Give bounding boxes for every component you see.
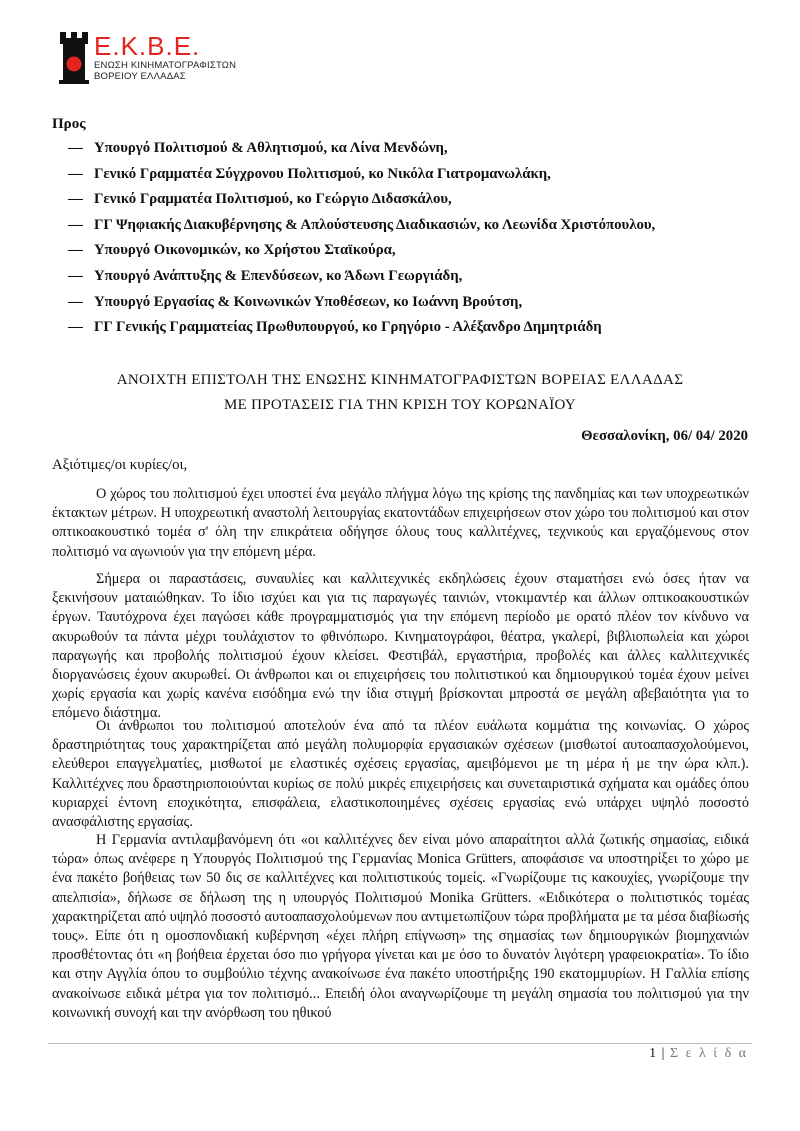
recipient-text: ΓΓ Γενικής Γραμματείας Πρωθυπουργού, κο Γρηγόριο - Αλέξανδρο Δημητριάδη [94,319,602,336]
recipient-item [68,187,655,213]
recipient-item [68,162,655,188]
recipient-item [68,290,655,316]
paragraph-text: Οι άνθρωποι του πολιτισμού αποτελούν ένα από τα πλέον ευάλωτα κομμάτια της κοινωνίας. Ο χώρος δραστηριότητας τους χαρακτηρίζεται από μεγάλη πολυμορφία εργασιακών σχέσεων (μισθωτοί αυτοαπασχολούμενοι, ελεύθεροι επαγγελματίες, μισθωτοί με ελαστικές σχέσεις εργασίας, αμειβόμενοι με τη μέρα ή με την ώρα κλπ.). Καλλιτέχνες που δραστηριοποιούνται κυρίως σε πολύ μικρές επιχειρήσεις και συνεταιριστικά σχήματα και ομάδες όπου κυριαρχεί έντονη εποχικότητα, επισφάλεια, ελαστικοποιημένες σχέσεις εργασίας ενώ υπάρχει υψηλό ποσοστό ανασφάλιστης εργασίας. [52,718,749,831]
recipient-text: Υπουργό Πολιτισμού & Αθλητισμού, κα Λίνα Μενδώνη, [94,140,448,156]
logo-subtitle-line1: ΕΝΩΣΗ ΚΙΝΗΜΑΤΟΓΡΑΦΙΣΤΩΝ [94,60,237,71]
tower-logo-icon [58,32,90,84]
dash-marker: — [68,293,83,310]
body-paragraph [52,717,749,832]
recipient-text: Γενικό Γραμματέα Πολιτισμού, κο Γεώργιο Διδασκάλου, [94,191,452,208]
dash-marker: — [68,319,83,336]
recipients-list [68,136,655,341]
dash-marker: — [68,242,83,259]
dash-marker: — [68,140,83,156]
place-date: Θεσσαλονίκη, 06/ 04/ 2020 [581,428,748,444]
letter-title-line1: ΑΝΟΙΧΤΗ ΕΠΙΣΤΟΛΗ ΤΗΣ ΕΝΩΣΗΣ ΚΙΝΗΜΑΤΟΓΡΑΦΙΣΤΩΝ ΒΟΡΕΙΑΣ ΕΛΛΑΔΑΣ [116,372,684,388]
footer-divider [48,1043,752,1044]
recipient-item [68,136,655,162]
dash-marker: — [68,191,83,208]
logo-acronym: Ε.Κ.Β.Ε. [94,31,201,61]
addressees-heading: Προς [52,116,86,132]
paragraph-text: Η Γερμανία αντιλαμβανόμενη ότι «οι καλλιτέχνες δεν είναι μόνο απαραίτητοι αλλά ζωτικής σημασίας, ειδικά τώρα» όπως ανέφερε η Υπουργός Πολιτισμού της Γερμανίας Monica Grütters, αποφάσισε να υποστηρίξει το χώρο με ένα πακέτο βοήθειας των 50 δις σε καλλιτέχνες και πολιτιστικούς τομείς. «Γνωρίζουμε τις κακουχίες, γνωρίζουμε την απελπισία», δήλωσε σε δήλωση της η υπουργός Πολιτισμού Monika Grütters. «Ειδικότερα ο πολιτιστικός τομέας χαρακτηρίζεται από υψηλό ποσοστό αυτοαπασχολούμενων που αντιμετωπίζουν τώρα προβλήματα με τα μέσα διαβίωσής τους». Είπε ότι η ομοσπονδιακή κυβέρνηση «έχει πλήρη επίγνωση» της σημασίας των δημιουργικών βιομηχανιών προσθέτοντας ότι «η βοήθεια έρχεται όσο πιο γρήγορα γίνεται και με όσο το δυνατόν λιγότερη γραφειοκρατία». Το ίδιο και στην Αγγλία όπου το συμβούλιο τέχνης ανακοίνωσε ένα πακέτο υποστήριξης 190 εκατομμυρίων. Η Γαλλία επίσης ανακοίνωσε ειδικά μέτρα για τον πολιτισμό... Επειδή όλοι αναγνωρίζουμε τη μεγάλη σημασία του πολιτισμού για την κοινωνική συνοχή και την ανόρθωση του ηθικού [52,832,749,1021]
recipient-item [68,315,655,341]
letter-title-line2: ΜΕ ΠΡΟΤΑΣΕΙΣ ΓΙΑ ΤΗΝ ΚΡΙΣΗ ΤΟΥ ΚΟΡΩΝΑΪΟΥ [223,397,577,413]
paragraph-text: Ο χώρος του πολιτισμού έχει υποστεί ένα μεγάλο πλήγμα λόγω της κρίσης της πανδημίας και των υποχρεωτικών έκτακτων μέτρων. Η υποχρεωτική αναστολή λειτουργίας εκατοντάδων επιχειρήσεων στον χώρο του πολιτισμού και στον οπτικοακουστικό τομέα σ' όλη την επικράτεια οδήγησε όλους τους καλλιτέχνες, τεχνικούς και εργαζόμενους στον πολιτισμό να αγωνιούν για την επόμενη μέρα. [52,486,749,560]
dash-marker: — [68,165,83,182]
recipient-item [68,238,655,264]
recipient-text: Υπουργό Εργασίας & Κοινωνικών Υποθέσεων, κο Ιωάννη Βρούτση, [94,293,523,310]
logo-text [94,32,236,82]
ekve-logo [58,32,236,84]
dash-marker: — [68,267,83,284]
dash-marker: — [68,216,83,233]
body-paragraph [52,570,749,724]
body-paragraph [52,485,749,562]
page-number [649,1046,748,1062]
page-number-separator: | [661,1046,665,1061]
logo-subtitle-line2: ΒΟΡΕΙΟΥ ΕΛΛΑΔΑΣ [94,71,186,82]
recipient-item [68,264,655,290]
recipient-text: Υπουργό Ανάπτυξης & Επενδύσεων, κο Άδωνι Γεωργιάδη, [94,267,463,284]
salutation: Αξιότιμες/οι κυρίες/οι, [52,457,188,473]
body-paragraph [52,831,749,1023]
recipient-item [68,213,655,239]
recipient-text: ΓΓ Ψηφιακής Διακυβέρνησης & Απλούστευσης Διαδικασιών, κο Λεωνίδα Χριστόπουλου, [94,216,656,233]
recipient-text: Γενικό Γραμματέα Σύγχρονου Πολιτισμού, κο Νικόλα Γιατρομανωλάκη, [94,165,551,182]
page-number-value: 1 [649,1046,657,1061]
recipient-text: Υπουργό Οικονομικών, κο Χρήστου Σταϊκούρα, [94,242,396,259]
paragraph-text: Σήμερα οι παραστάσεις, συναυλίες και καλλιτεχνικές εκδηλώσεις έχουν σταματήσει ενώ όσες ήταν να ξεκινήσουν ματαιώθηκαν. Το ίδιο ισχύει και για τις παραγωγές ταινιών, ντοκιμαντέρ και άλλων οπτικοακουστικών έργων. Ταυτόχρονα έχει παγώσει κάθε προγραμματισμός για την επόμενη περίοδο με ορατό πλέον τον κίνδυνο να ακυρωθούν τα πάντα μέχρι τουλάχιστον το φθινόπωρο. Κινηματογράφοι, θέατρα, γκαλερί, βιβλιοπωλεία και χώροι παραγωγής και προβολής πολιτισμού έχουν κλείσει. Φεστιβάλ, εργαστήρια, προβολές και άλλες καλλιτεχνικές διοργανώσεις έχουν ακυρωθεί. Οι άνθρωποι και οι επιχειρήσεις του πολιτιστικού και δημιουργικού τομέα έχουν μείνει χωρίς εργασία και χωρίς κανένα εισόδημα ενώ την ίδια στιγμή βρίσκονται μπροστά σε μεγάλη αβεβαιότητα για το επόμενο διάστημα. [52,571,749,722]
page-word: Σ ε λ ί δ α [669,1046,748,1061]
